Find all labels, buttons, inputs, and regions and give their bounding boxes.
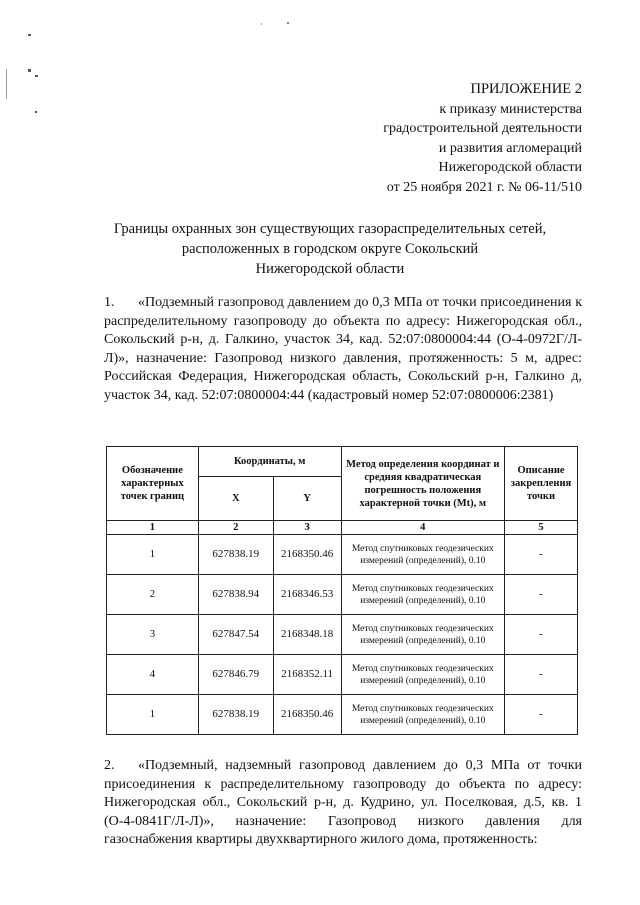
cell-description: - <box>505 535 578 575</box>
header-coordinates: Координаты, м <box>198 447 341 477</box>
cell-description: - <box>505 655 578 695</box>
scan-speck <box>28 69 31 72</box>
title-line: расположенных в городском округе Сокольский <box>181 241 479 257</box>
table-row <box>107 615 578 655</box>
cell-method: Метод спутниковых геодезических измерений (определений), 0.10 <box>341 615 504 655</box>
item-paragraph <box>104 757 582 850</box>
table-row <box>107 655 578 695</box>
appendix-line: к приказу министерства <box>439 101 582 117</box>
cell-x: 627838.94 <box>198 575 273 615</box>
header-x: X <box>198 477 273 521</box>
appendix-order-date: от 25 ноября 2021 г. № 06-11/510 <box>386 179 582 195</box>
cell-point: 2 <box>107 575 199 615</box>
document-title <box>60 219 600 279</box>
cell-method: Метод спутниковых геодезических измерений (определений), 0.10 <box>341 655 504 695</box>
cell-x: 627838.19 <box>198 695 273 735</box>
title-line: Нижегородской области <box>255 261 405 277</box>
scan-speck <box>35 111 37 113</box>
table-row <box>107 575 578 615</box>
cell-x: 627847.54 <box>198 615 273 655</box>
cell-point: 1 <box>107 695 199 735</box>
header-description: Описание закрепления точки <box>505 447 578 521</box>
cell-description: - <box>505 575 578 615</box>
item-number: 2. <box>104 758 115 773</box>
cell-y: 2168348.18 <box>273 615 341 655</box>
column-index: 2 <box>198 521 273 535</box>
cell-y: 2168346.53 <box>273 575 341 615</box>
item-text: «Подземный газопровод давлением до 0,3 МПа от точки присоединения к распределительному газопроводу до объекта по адресу: Нижегородская обл., Сокольский р-н, д. Галкино, участок 34, кад. 52:07:0800004:44 (О-4-0972Г/Л-Л)», назначение: Газопровод низкого давления, протяженность: 5 м, адрес: Российская Федерация, Нижегородская область, Сокольский р-н, Галкино д, участок 34, кад. 52:07:0800004:44 (кадастровый номер 52:07:0800006:2381) <box>104 295 582 403</box>
appendix-line: градостроительной деятельности <box>383 121 582 136</box>
scan-speck <box>35 75 38 77</box>
table-row <box>107 535 578 575</box>
item-number: 1. <box>104 295 115 310</box>
coordinates-table <box>106 446 578 735</box>
cell-method: Метод спутниковых геодезических измерений (определений), 0.10 <box>341 575 504 615</box>
appendix-heading: ПРИЛОЖЕНИЕ 2 <box>470 81 582 97</box>
column-index: 1 <box>107 521 199 535</box>
title-line: Границы охранных зон существующих газораспределительных сетей, <box>113 221 547 237</box>
cell-method: Метод спутниковых геодезических измерений (определений), 0.10 <box>341 535 504 575</box>
appendix-line: и развития агломераций <box>438 140 582 156</box>
scan-edge-line <box>6 69 7 99</box>
cell-description: - <box>505 615 578 655</box>
item-text: «Подземный, надземный газопровод давлением до 0,3 МПа от точки присоединения к распределительному газопроводу до объекта по адресу: Нижегородская обл., Сокольский р-н, д. Кудрино, ул. Поселковая, д.5, кв. 1 (О-4-0841Г/Л-Л)», назначение: Газопровод низкого давления для газоснабжения квартиры двухквартирного жилого дома, протяженность: <box>104 758 582 848</box>
header-y: Y <box>273 477 341 521</box>
header-point: Обозначение характерных точек границ <box>107 447 199 521</box>
cell-description: - <box>505 695 578 735</box>
scan-speck <box>287 22 289 24</box>
column-index-row <box>107 521 578 535</box>
scan-speck <box>28 34 31 36</box>
column-index: 5 <box>505 521 578 535</box>
column-index: 3 <box>273 521 341 535</box>
cell-point: 1 <box>107 535 199 575</box>
column-index: 4 <box>341 521 504 535</box>
cell-y: 2168352.11 <box>273 655 341 695</box>
cell-y: 2168350.46 <box>273 535 341 575</box>
item-paragraph <box>104 294 582 406</box>
cell-method: Метод спутниковых геодезических измерений (определений), 0.10 <box>341 695 504 735</box>
appendix-line: Нижегородской области <box>438 160 582 175</box>
header-method: Метод определения координат и средняя квадратическая погрешность положения характерной точки (Mt), м <box>341 447 504 521</box>
appendix-header <box>383 80 582 197</box>
cell-x: 627846.79 <box>198 655 273 695</box>
cell-y: 2168350.46 <box>273 695 341 735</box>
table-row <box>107 695 578 735</box>
cell-point: 4 <box>107 655 199 695</box>
cell-point: 3 <box>107 615 199 655</box>
scan-speck <box>261 23 262 25</box>
cell-x: 627838.19 <box>198 535 273 575</box>
